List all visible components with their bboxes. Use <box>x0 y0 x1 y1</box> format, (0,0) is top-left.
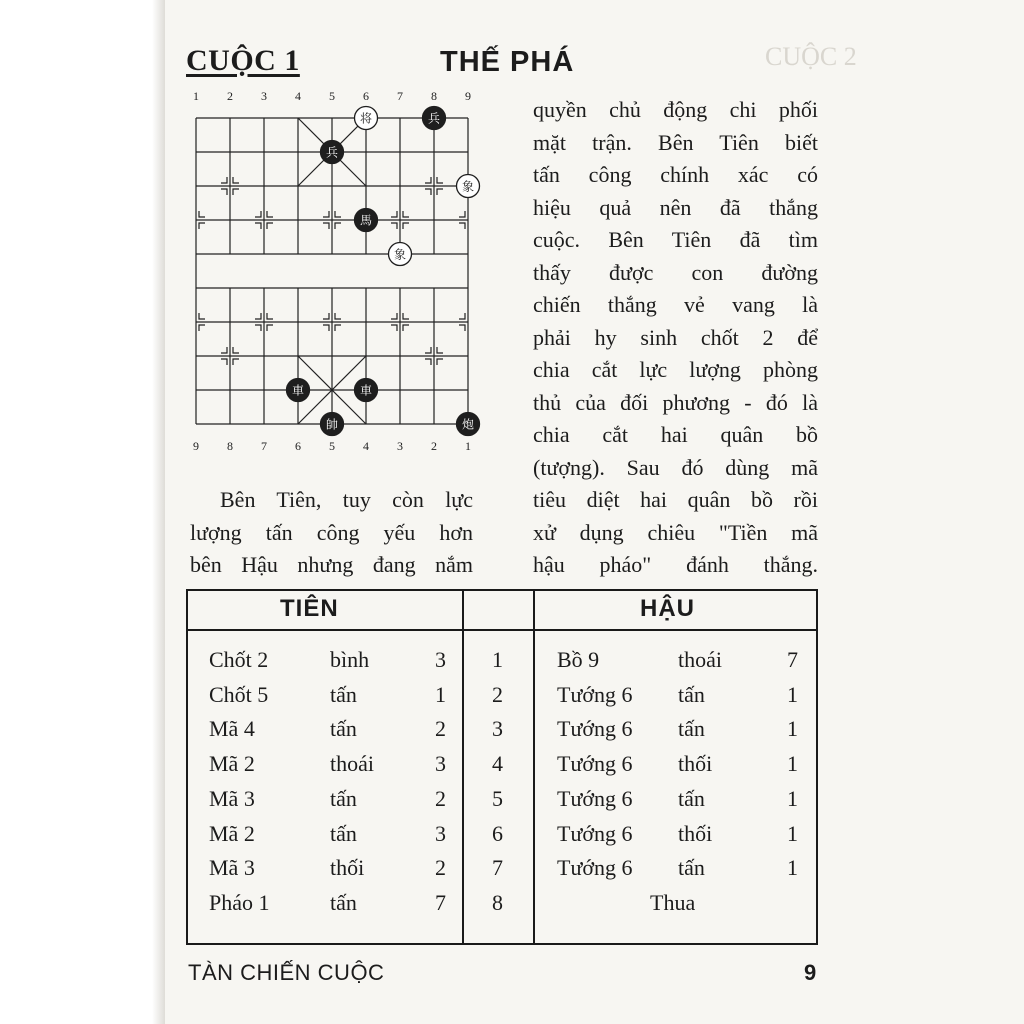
tien-target: 2 <box>435 855 446 881</box>
file-label-top: 3 <box>261 89 267 103</box>
hau-target: 7 <box>787 647 798 672</box>
table-divider <box>462 591 464 943</box>
tien-target: 3 <box>435 751 446 777</box>
tien-target: 2 <box>435 785 446 811</box>
position-mark <box>437 347 443 353</box>
commentary-line: thấy được con đường <box>533 259 818 285</box>
commentary-line: lượng tấn công yếu hơn <box>190 519 473 545</box>
hau-action: tấn <box>678 681 705 707</box>
hau-action: thối <box>678 751 713 777</box>
position-mark <box>323 313 329 319</box>
piece-label: 車 <box>359 383 373 398</box>
commentary-line: tấn công chính xác có <box>533 162 818 187</box>
tien-piece: Mã 4 <box>209 716 255 742</box>
position-mark <box>255 211 261 217</box>
file-label-bottom: 8 <box>227 439 233 453</box>
position-mark <box>425 359 431 365</box>
move-number: 8 <box>492 889 503 915</box>
hau-target: 1 <box>787 681 798 707</box>
hau-piece: Bồ 9 <box>557 647 600 672</box>
position-mark <box>255 223 261 229</box>
move-number: 2 <box>492 681 503 707</box>
game-title: THẾ PHÁ <box>440 46 575 78</box>
tien-action: bình <box>330 647 370 672</box>
position-mark <box>233 347 239 353</box>
hau-action: thoái <box>678 647 722 672</box>
position-mark <box>403 211 409 217</box>
position-mark <box>221 347 227 353</box>
tien-piece: Chốt 5 <box>209 681 269 707</box>
commentary-line: hiệu quả nên đã thắng <box>533 194 818 220</box>
piece-label: 将 <box>359 111 373 126</box>
hau-piece: Tướng 6 <box>557 785 633 811</box>
commentary-line: tiêu diệt hai quân bồ rồi <box>533 487 818 512</box>
hau-piece: Tướng 6 <box>557 681 633 707</box>
table-header-tien: TIÊN <box>280 595 339 622</box>
move-number: 3 <box>492 716 503 742</box>
tien-piece: Mã 2 <box>209 820 255 846</box>
position-mark <box>425 177 431 183</box>
position-mark <box>437 359 443 365</box>
tien-piece: Mã 2 <box>209 751 255 777</box>
file-label-top: 7 <box>397 89 403 103</box>
file-label-top: 4 <box>295 89 301 103</box>
hau-piece: Tướng 6 <box>557 751 633 777</box>
position-mark <box>233 359 239 365</box>
file-label-bottom: 6 <box>295 439 301 453</box>
tien-piece: Pháo 1 <box>209 889 270 915</box>
position-mark <box>199 223 205 229</box>
running-footer-title: TÀN CHIẾN CUỘC <box>188 960 385 985</box>
file-label-top: 5 <box>329 89 335 103</box>
xiangqi-piece <box>457 413 480 436</box>
commentary-line: quyền chủ động chi phối <box>533 97 818 122</box>
xiangqi-board-diagram <box>185 86 485 456</box>
position-mark <box>425 347 431 353</box>
xiangqi-piece <box>321 413 344 436</box>
piece-label: 車 <box>291 383 305 398</box>
table-header-hau: HẬU <box>640 595 695 622</box>
position-mark <box>425 189 431 195</box>
xiangqi-piece <box>389 243 412 266</box>
file-label-bottom: 1 <box>465 439 471 453</box>
xiangqi-piece <box>355 107 378 130</box>
xiangqi-piece <box>355 209 378 232</box>
hau-piece: Tướng 6 <box>557 855 633 881</box>
position-mark <box>335 325 341 331</box>
position-mark <box>199 325 205 331</box>
position-mark <box>391 211 397 217</box>
position-mark <box>391 223 397 229</box>
position-mark <box>437 177 443 183</box>
position-mark <box>323 211 329 217</box>
game-number-heading: CUỘC 1 <box>186 44 300 77</box>
bleed-through-heading: CUỘC 2 <box>765 42 857 71</box>
xiangqi-piece <box>423 107 446 130</box>
hau-piece: Tướng 6 <box>557 716 633 742</box>
position-mark <box>221 189 227 195</box>
tien-target: 1 <box>435 681 446 707</box>
file-label-bottom: 9 <box>193 439 199 453</box>
position-mark <box>221 177 227 183</box>
hau-action: thối <box>678 820 713 846</box>
position-mark <box>335 223 341 229</box>
xiangqi-piece <box>321 141 344 164</box>
file-label-top: 8 <box>431 89 437 103</box>
page-binding-shadow <box>152 0 166 1024</box>
file-label-top: 2 <box>227 89 233 103</box>
position-mark <box>403 325 409 331</box>
tien-piece: Chốt 2 <box>209 647 269 672</box>
xiangqi-piece <box>287 379 310 402</box>
hau-target: 1 <box>787 716 798 742</box>
position-mark <box>255 313 261 319</box>
hau-target: 1 <box>787 820 798 846</box>
commentary-line: xử dụng chiêu "Tiền mã <box>533 519 818 545</box>
file-label-bottom: 5 <box>329 439 335 453</box>
commentary-line: phải hy sinh chốt 2 để <box>533 324 818 350</box>
hau-piece: Tướng 6 <box>557 820 633 846</box>
position-mark <box>459 211 465 217</box>
piece-label: 兵 <box>325 145 339 160</box>
position-mark <box>255 325 261 331</box>
xiangqi-piece <box>457 175 480 198</box>
piece-label: 炮 <box>461 417 475 432</box>
xiangqi-piece <box>355 379 378 402</box>
commentary-line: chia cắt lực lượng phòng <box>533 357 818 382</box>
position-mark <box>233 177 239 183</box>
hau-action: tấn <box>678 716 705 742</box>
page-number: 9 <box>804 960 817 985</box>
position-mark <box>459 325 465 331</box>
commentary-line: hậu pháo" đánh thắng. <box>533 552 818 577</box>
file-label-bottom: 4 <box>363 439 369 453</box>
move-number: 5 <box>492 785 503 811</box>
piece-label: 帥 <box>325 417 339 432</box>
file-label-top: 9 <box>465 89 471 103</box>
position-mark <box>233 189 239 195</box>
piece-label: 馬 <box>359 213 373 228</box>
commentary-line: thủ của đối phương - đó là <box>533 389 818 415</box>
hau-target: 1 <box>787 855 798 881</box>
file-label-bottom: 7 <box>261 439 267 453</box>
tien-action: tấn <box>330 820 357 846</box>
tien-target: 3 <box>435 820 446 846</box>
hau-action: tấn <box>678 855 705 881</box>
position-mark <box>335 211 341 217</box>
position-mark <box>437 189 443 195</box>
commentary-line: bên Hậu nhưng đang nắm <box>190 552 473 577</box>
file-label-bottom: 3 <box>397 439 403 453</box>
position-mark <box>391 325 397 331</box>
commentary-right-column <box>533 94 818 582</box>
file-label-bottom: 2 <box>431 439 437 453</box>
position-mark <box>267 313 273 319</box>
position-mark <box>403 223 409 229</box>
piece-label: 象 <box>461 179 475 194</box>
position-mark <box>267 223 273 229</box>
piece-label: 象 <box>393 247 407 262</box>
tien-action: tấn <box>330 681 357 707</box>
commentary-line: cuộc. Bên Tiên đã tìm <box>533 227 818 252</box>
position-mark <box>221 359 227 365</box>
position-mark <box>459 313 465 319</box>
tien-target: 2 <box>435 716 446 742</box>
position-mark <box>323 223 329 229</box>
commentary-line: (tượng). Sau đó dùng mã <box>533 454 818 480</box>
tien-piece: Mã 3 <box>209 785 255 811</box>
position-mark <box>199 313 205 319</box>
tien-action: tấn <box>330 785 357 811</box>
tien-target: 3 <box>435 647 446 672</box>
table-header-rule <box>188 629 816 631</box>
position-mark <box>267 211 273 217</box>
moves-table <box>186 589 818 945</box>
position-mark <box>267 325 273 331</box>
move-number: 7 <box>492 855 503 881</box>
file-label-top: 6 <box>363 89 369 103</box>
commentary-line: Bên Tiên, tuy còn lực <box>220 487 473 512</box>
tien-action: thoái <box>330 751 374 777</box>
move-number: 1 <box>492 647 503 672</box>
hau-action: tấn <box>678 785 705 811</box>
position-mark <box>335 313 341 319</box>
hau-target: 1 <box>787 785 798 811</box>
file-label-top: 1 <box>193 89 199 103</box>
tien-action: tấn <box>330 716 357 742</box>
position-mark <box>403 313 409 319</box>
move-number: 4 <box>492 751 503 777</box>
commentary-line: chia cắt hai quân bồ <box>533 422 818 447</box>
tien-target: 7 <box>435 889 446 915</box>
position-mark <box>459 223 465 229</box>
hau-target: 1 <box>787 751 798 777</box>
tien-action: thối <box>330 855 365 881</box>
hau-result: Thua <box>650 889 696 915</box>
piece-label: 兵 <box>427 111 441 126</box>
tien-piece: Mã 3 <box>209 855 255 881</box>
move-number: 6 <box>492 820 503 846</box>
table-divider <box>533 591 535 943</box>
position-mark <box>323 325 329 331</box>
commentary-line: mặt trận. Bên Tiên biết <box>533 129 818 155</box>
commentary-left-column <box>190 484 473 582</box>
tien-action: tấn <box>330 889 357 915</box>
commentary-line: chiến thắng vẻ vang là <box>533 292 818 317</box>
position-mark <box>199 211 205 217</box>
position-mark <box>391 313 397 319</box>
